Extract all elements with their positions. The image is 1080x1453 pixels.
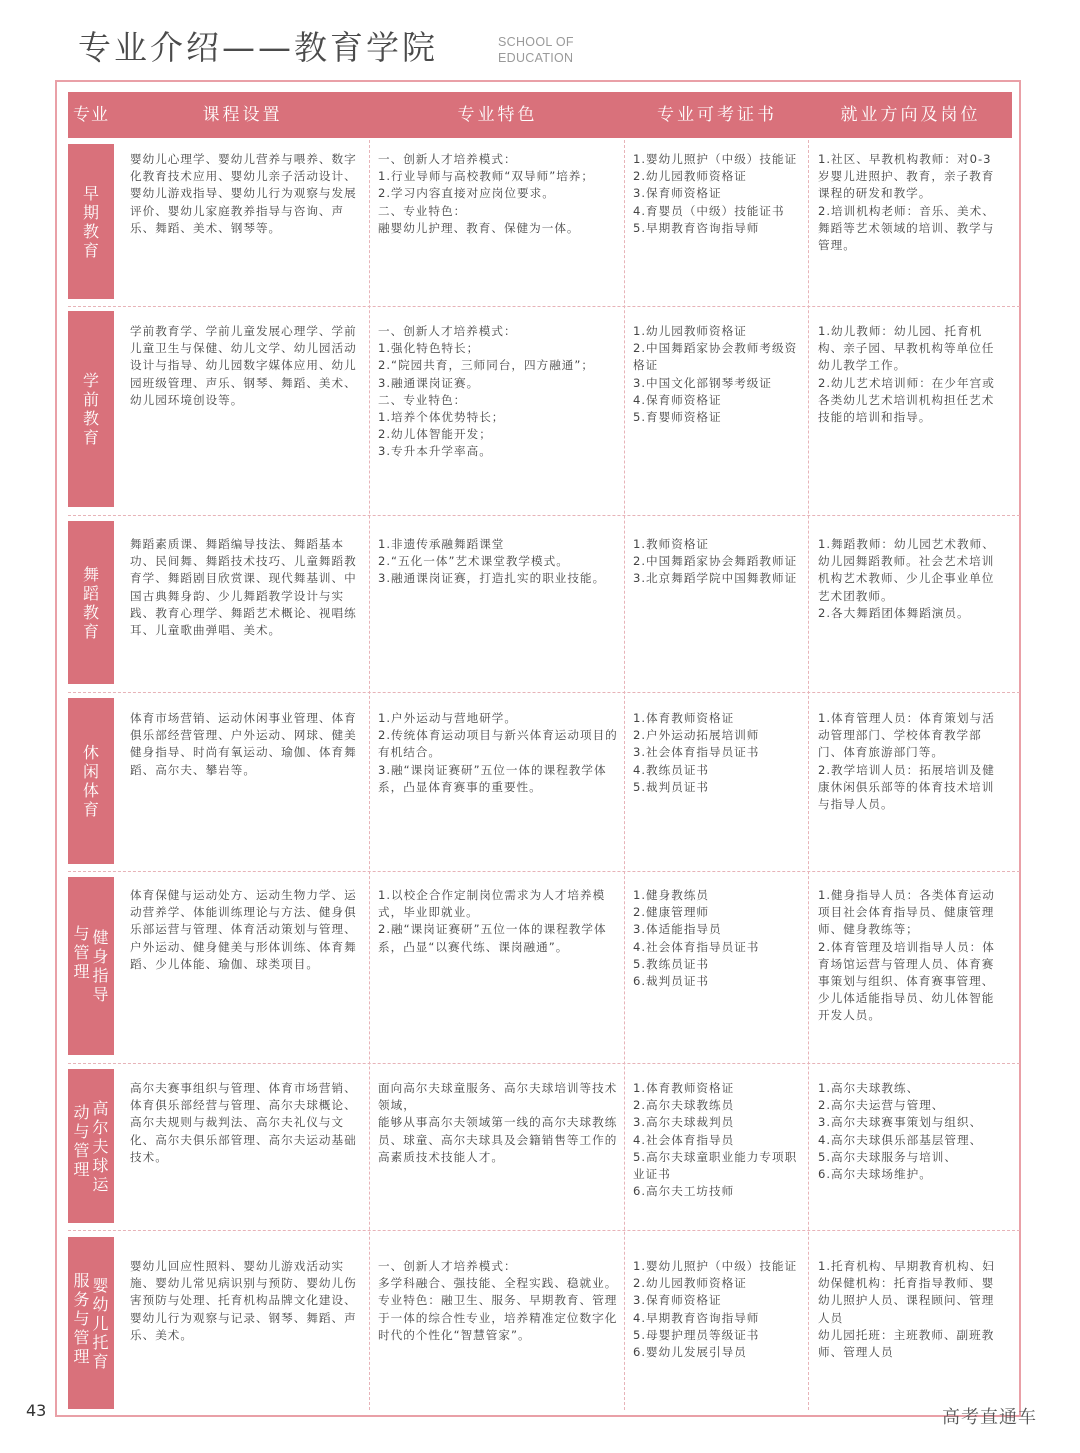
row-divider: [68, 1063, 1020, 1064]
major-label: [68, 1237, 114, 1409]
major-label-part: 健身指导: [92, 928, 109, 1004]
page-number: 43: [26, 1401, 47, 1420]
major-label: 休闲体育: [68, 698, 114, 864]
courses-cell: 高尔夫赛事组织与管理、体育市场营销、体育俱乐部经营与管理、高尔夫球概论、高尔夫规则与裁判法、高尔夫礼仪与文化、高尔夫俱乐部管理、高尔夫运动基础技术。: [130, 1081, 357, 1164]
features-cell: 一、创新人才培养模式： 多学科融合、强技能、全程实践、稳就业。 专业特色：融卫生、服务、早期教育、管理于一体的综合性专业，培养精准定位数字化时代的个性化“智慧管家”。: [378, 1259, 618, 1342]
careers-cell: 1.社区、早教机构教师：对0-3岁婴儿进照护、教育，亲子教育课程的研发和教学。 2.培训机构老师：音乐、美术、舞蹈等艺术领域的培训、教学与管理。: [818, 152, 995, 253]
features-cell: 1.以校企合作定制岗位需求为人才培养模式，毕业即就业。 2.融“课岗证赛研”五位一体的课程教学体系，凸显“以赛代练、课岗融通”。: [378, 888, 607, 954]
column-divider: [808, 140, 809, 1410]
header-certificates: 专业可考证书: [657, 105, 777, 125]
courses-cell: 体育保健与运动处方、运动生物力学、运动营养学、体能训练理论与方法、健身俱乐部运营与管理、体育活动策划与管理、户外运动、健身健美与形体训练、体育舞蹈、少儿体能、瑜伽、球类项目。: [130, 888, 357, 971]
certificates-cell: 1.幼儿园教师资格证 2.中国舞蹈家协会教师考级资格证 3.中国文化部钢琴考级证 4.保育师资格证 5.育婴师资格证: [633, 324, 798, 425]
column-divider: [624, 140, 625, 1410]
courses-cell: 婴幼儿心理学、婴幼儿营养与喂养、数字化教育技术应用、婴幼儿亲子活动设计、婴幼儿游戏指导、婴幼儿行为观察与发展评价、婴幼儿家庭教养指导与咨询、声乐、舞蹈、美术、钢琴等。: [130, 152, 357, 235]
courses-cell: 婴幼儿回应性照料、婴幼儿游戏活动实施、婴幼儿常见病识别与预防、婴幼儿伤害预防与处理、托育机构品牌文化建设、婴幼儿行为观察与记录、钢琴、舞蹈、声乐、美术。: [130, 1259, 357, 1342]
major-label-part: 婴幼儿托育: [92, 1275, 109, 1371]
page-subtitle: [498, 34, 574, 66]
header-courses: 课程设置: [202, 105, 283, 125]
major-label: 舞蹈教育: [68, 521, 114, 684]
features-cell: 1.非遗传承融舞蹈课堂 2.“五化一体”艺术课堂教学模式。 3.融通课岗证赛，打造扎实的职业技能。: [378, 537, 606, 586]
row-divider: [68, 1230, 1020, 1231]
major-label-part: 与管理: [73, 923, 90, 981]
certificates-cell: 1.健身教练员 2.健康管理师 3.体适能指导员 4.社会体育指导员证书 5.教练员证书 6.裁判员证书: [633, 888, 760, 989]
table-header: [68, 92, 1012, 138]
features-cell: 一、创新人才培养模式： 1.强化特色特长； 2.“院园共育，三师同台，四方融通”； 3.融通课岗证赛。 二、专业特色： 1.培养个体优势特长； 2.幼儿体智能开发； 3.专升本升学率高。: [378, 324, 594, 459]
careers-cell: 1.健身指导人员：各类体育运动项目社会体育指导员、健康管理师、健身教练等； 2.体育管理及培训指导人员：体育场馆运营与管理人员、体育赛事策划与组织、体育赛事管理、少儿体适能指导员、幼儿体智能开发人员。: [818, 888, 995, 1023]
courses-cell: 舞蹈素质课、舞蹈编导技法、舞蹈基本功、民间舞、舞蹈技术技巧、儿童舞蹈教育学、舞蹈剧目欣赏课、现代舞基训、中国古典舞身韵、少儿舞蹈教学设计与实践、教育心理学、舞蹈艺术概论、视唱练耳、儿童歌曲弹唱、美术。: [130, 537, 357, 638]
subtitle-line-1: SCHOOL OF: [498, 35, 574, 49]
careers-cell: 1.托育机构、早期教育机构、妇幼保健机构：托育指导教师、婴幼儿照护人员、课程顾问、管理人员 幼儿园托班：主班教师、副班教师、管理人员: [818, 1259, 995, 1360]
major-label: [68, 877, 114, 1055]
careers-cell: 1.幼儿教师：幼儿园、托育机构、亲子园、早教机构等单位任幼儿教学工作。 2.幼儿艺术培训师：在少年宫或各类幼儿艺术培训机构担任艺术技能的培训和指导。: [818, 324, 995, 425]
row-divider: [68, 692, 1020, 693]
certificates-cell: 1.体育教师资格证 2.高尔夫球教练员 3.高尔夫球裁判员 4.社会体育指导员 5.高尔夫球童职业能力专项职业证书 6.高尔夫工坊技师: [633, 1081, 798, 1199]
certificates-cell: 1.婴幼儿照护（中级）技能证 2.幼儿园教师资格证 3.保育师资格证 4.育婴员（中级）技能证书 5.早期教育咨询指导师: [633, 152, 798, 235]
header-careers: 就业方向及岗位: [840, 105, 981, 125]
courses-cell: 体育市场营销、运动休闲事业管理、体育俱乐部经营管理、户外运动、网球、健美健身指导、时尚有氧运动、瑜伽、体育舞蹈、高尔夫、攀岩等。: [130, 711, 357, 777]
page-title: 专业介绍——教育学院: [78, 28, 438, 67]
careers-cell: 1.高尔夫球教练、 2.高尔夫运营与管理、 3.高尔夫球赛事策划与组织、 4.高尔夫球俱乐部基层管理、 5.高尔夫球服务与培训、 6.高尔夫球场维护。: [818, 1081, 983, 1182]
major-label-part: 服务与管理: [73, 1270, 90, 1366]
careers-cell: 1.舞蹈教师：幼儿园艺术教师、幼儿园舞蹈教师。社会艺术培训机构艺术教师、少儿企事业单位艺术团教师。 2.各大舞蹈团体舞蹈演员。: [818, 537, 995, 620]
major-label-part: 动与管理: [73, 1103, 90, 1179]
major-label-part: 高尔夫球运: [92, 1098, 109, 1194]
certificates-cell: 1.婴幼儿照护（中级）技能证 2.幼儿园教师资格证 3.保育师资格证 4.早期教育咨询指导师 5.母婴护理员等级证书 6.婴幼儿发展引导员: [633, 1259, 798, 1360]
column-divider: [369, 140, 370, 1410]
certificates-cell: 1.体育教师资格证 2.户外运动拓展培训师 3.社会体育指导员证书 4.教练员证书 5.裁判员证书: [633, 711, 760, 794]
certificates-cell: 1.教师资格证 2.中国舞蹈家协会舞蹈教师证 3.北京舞蹈学院中国舞教师证: [633, 537, 798, 586]
features-cell: 1.户外运动与营地研学。 2.传统体育运动项目与新兴体育运动项目的有机结合。 3.融“课岗证赛研”五位一体的课程教学体系，凸显体育赛事的重要性。: [378, 711, 618, 794]
subtitle-line-2: EDUCATION: [498, 51, 574, 65]
row-divider: [68, 515, 1020, 516]
watermark: 高考直通车: [942, 1407, 1037, 1428]
row-divider: [68, 306, 1020, 307]
careers-cell: 1.体育管理人员：体育策划与活动管理部门、学校体育教学部门、体育旅游部门等。 2.教学培训人员：拓展培训及健康休闲俱乐部等的体育技术培训与指导人员。: [818, 711, 995, 812]
row-divider: [68, 871, 1020, 872]
major-label: 学前教育: [68, 311, 114, 507]
features-cell: 面向高尔夫球童服务、高尔夫球培训等技术领域， 能够从事高尔夫领域第一线的高尔夫球教练员、球童、高尔夫球具及会籍销售等工作的高素质技术技能人才。: [378, 1081, 618, 1164]
major-label: [68, 1069, 114, 1223]
courses-cell: 学前教育学、学前儿童发展心理学、学前儿童卫生与保健、幼儿文学、幼儿园活动设计与指导、幼儿园数字媒体应用、幼儿园班级管理、声乐、钢琴、舞蹈、美术、幼儿园环境创设等。: [130, 324, 357, 407]
major-label: 早期教育: [68, 144, 114, 299]
header-major: 专业: [73, 105, 109, 125]
header-features: 专业特色: [457, 105, 538, 125]
features-cell: 一、创新人才培养模式： 1.行业导师与高校教师“双导师”培养； 2.学习内容直接对应岗位要求。 二、专业特色： 融婴幼儿护理、教育、保健为一体。: [378, 152, 594, 235]
